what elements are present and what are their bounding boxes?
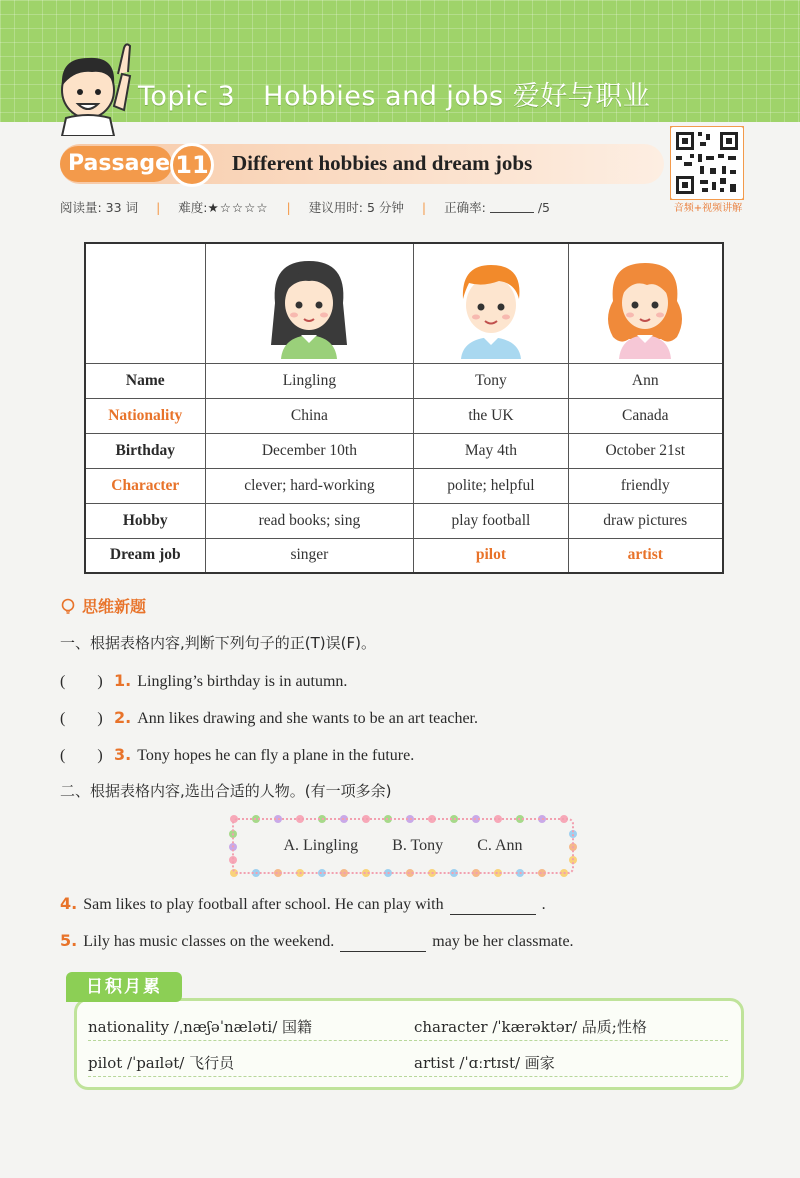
vocab-item: character /ˈkærəktər/ 品质;性格 bbox=[414, 1018, 647, 1036]
answer-blank[interactable] bbox=[340, 933, 426, 952]
section-title: 思维新题 bbox=[82, 597, 147, 616]
vocab-title: 日积月累 bbox=[66, 972, 182, 1002]
vocab-divider bbox=[88, 1076, 728, 1077]
avatar-cell-ann bbox=[568, 243, 723, 363]
table-cell: Lingling bbox=[205, 363, 414, 398]
info-table bbox=[84, 242, 724, 574]
accuracy-blank[interactable] bbox=[490, 201, 534, 213]
boy-mascot-icon bbox=[52, 40, 144, 136]
question-4 bbox=[60, 894, 546, 915]
table-row bbox=[85, 398, 723, 433]
question-5 bbox=[60, 931, 574, 952]
question-number: 5. bbox=[60, 931, 78, 950]
row-label-character: Character bbox=[85, 468, 205, 503]
avatar-cell-tony bbox=[414, 243, 568, 363]
question-text: Lily has music classes on the weekend. bbox=[83, 933, 335, 950]
question-number: 1. bbox=[114, 671, 132, 690]
accuracy-total: /5 bbox=[537, 199, 550, 215]
table-cell-highlight: artist bbox=[568, 538, 723, 573]
table-cell: draw pictures bbox=[568, 503, 723, 538]
accuracy-label: 正确率: bbox=[444, 200, 486, 215]
topic-subtitle: Hobbies and jobs 爱好与职业 bbox=[263, 81, 651, 112]
difficulty-stars: ★☆☆☆☆ bbox=[207, 199, 269, 215]
vocab-divider bbox=[88, 1040, 728, 1041]
avatar-cell-lingling bbox=[205, 243, 414, 363]
table-cell: play football bbox=[414, 503, 568, 538]
reading-amount: 阅读量: 33 词 bbox=[60, 200, 139, 215]
question-2 bbox=[60, 705, 478, 728]
table-cell: Ann bbox=[568, 363, 723, 398]
passage-number: 11 bbox=[170, 143, 214, 187]
answer-paren[interactable]: ( ) bbox=[60, 710, 103, 727]
vocab-item: nationality /ˌnæʃəˈnæləti/ 国籍 bbox=[88, 1018, 313, 1036]
row-label-name: Name bbox=[85, 363, 205, 398]
table-cell: October 21st bbox=[568, 433, 723, 468]
passage-label: Passage bbox=[60, 146, 172, 182]
table-cell: Tony bbox=[414, 363, 568, 398]
row-label-nationality: Nationality bbox=[85, 398, 205, 433]
lightbulb-icon bbox=[60, 598, 76, 614]
passage-title: Different hobbies and dream jobs bbox=[232, 151, 533, 175]
empty-corner-cell bbox=[85, 243, 205, 363]
table-row bbox=[85, 363, 723, 398]
table-cell: May 4th bbox=[414, 433, 568, 468]
table-cell-highlight: pilot bbox=[414, 538, 568, 573]
question-3 bbox=[60, 742, 414, 765]
row-label-birthday: Birthday bbox=[85, 433, 205, 468]
table-cell: China bbox=[205, 398, 414, 433]
meta-row: 阅读量: 33 词 | 难度: ★☆☆☆☆ | 建议用时: 5 分钟 | 正确率: /5 bbox=[60, 199, 550, 215]
time-label: 建议用时: 5 分钟 bbox=[308, 200, 404, 215]
table-row bbox=[85, 538, 723, 573]
question-number: 4. bbox=[60, 894, 78, 913]
options-box bbox=[232, 818, 574, 874]
answer-paren[interactable]: ( ) bbox=[60, 673, 103, 690]
section-heading bbox=[60, 594, 146, 617]
topic-label: Topic 3 bbox=[138, 81, 236, 112]
question-text-end: . bbox=[541, 896, 546, 913]
table-cell: Canada bbox=[568, 398, 723, 433]
girl-long-hair-icon bbox=[261, 253, 357, 359]
boy-orange-hair-icon bbox=[443, 253, 539, 359]
table-cell: polite; helpful bbox=[414, 468, 568, 503]
girl-curly-hair-icon bbox=[597, 253, 693, 359]
question-number: 2. bbox=[114, 708, 132, 727]
vocab-item: pilot /ˈpaɪlət/ 飞行员 bbox=[88, 1054, 235, 1072]
row-label-dream-job: Dream job bbox=[85, 538, 205, 573]
table-row bbox=[85, 503, 723, 538]
difficulty-label: 难度: bbox=[178, 200, 208, 215]
table-cell: singer bbox=[205, 538, 414, 573]
qr-code-icon[interactable] bbox=[670, 126, 744, 200]
row-label-hobby: Hobby bbox=[85, 503, 205, 538]
avatar-row bbox=[85, 243, 723, 363]
option-c: C. Ann bbox=[477, 837, 523, 854]
table-row bbox=[85, 468, 723, 503]
table-row bbox=[85, 433, 723, 468]
table-cell: friendly bbox=[568, 468, 723, 503]
question-text: Lingling’s birthday is in autumn. bbox=[137, 673, 348, 690]
table-cell: the UK bbox=[414, 398, 568, 433]
question-1 bbox=[60, 668, 347, 691]
topic-title bbox=[138, 74, 650, 113]
table-cell: read books; sing bbox=[205, 503, 414, 538]
question-number: 3. bbox=[114, 745, 132, 764]
answer-blank[interactable] bbox=[450, 896, 536, 915]
option-b: B. Tony bbox=[392, 837, 444, 854]
question-text: Tony hopes he can fly a plane in the future. bbox=[137, 747, 415, 764]
answer-paren[interactable]: ( ) bbox=[60, 747, 103, 764]
option-a: A. Lingling bbox=[283, 837, 359, 854]
question-text-end: may be her classmate. bbox=[432, 933, 574, 950]
question-text: Ann likes drawing and she wants to be an art teacher. bbox=[137, 710, 478, 727]
table-cell: clever; hard-working bbox=[205, 468, 414, 503]
vocab-item: artist /ˈɑːrtɪst/ 画家 bbox=[414, 1054, 555, 1072]
table-cell: December 10th bbox=[205, 433, 414, 468]
qr-caption: 音频+视频讲解 bbox=[673, 203, 743, 214]
question-text: Sam likes to play football after school. He can play with bbox=[83, 896, 444, 913]
part2-instruction: 二、根据表格内容,选出合适的人物。(有一项多余) bbox=[60, 782, 392, 800]
part1-instruction: 一、根据表格内容,判断下列句子的正(T)误(F)。 bbox=[60, 634, 376, 652]
